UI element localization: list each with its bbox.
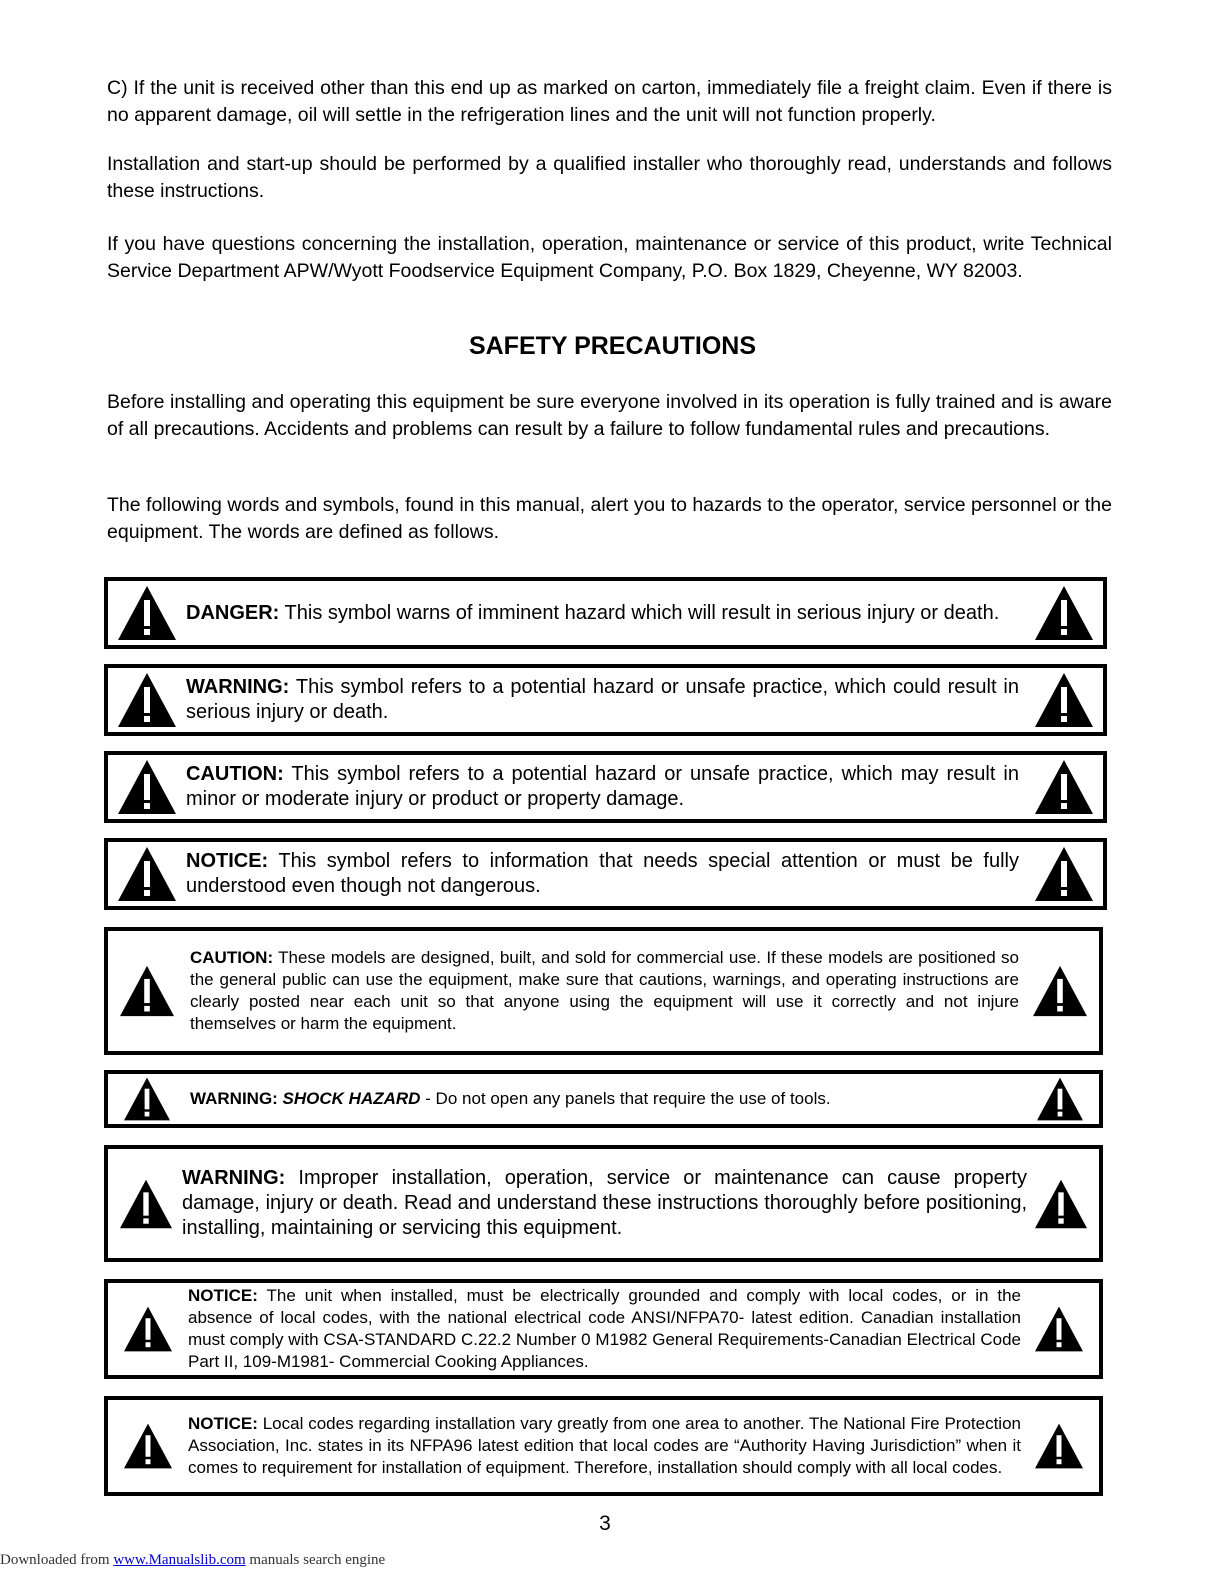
grounding-notice-description: The unit when installed, must be electrically grounded and comply with local codes, or in the absence of local codes, with the national electrical code ANSI/NFPA70- latest edition. Canadian installation must comply with CSA-STANDARD C.22.2 Number 0 M1982 General Requirements-Canadian Electrical Code Part II, 109-M1981- Commercial Cooking Appliances.: [188, 1286, 1021, 1371]
caution-commercial-label: CAUTION:: [190, 948, 274, 967]
warning-triangle-icon: [1033, 758, 1095, 816]
notice-label: NOTICE:: [186, 850, 269, 872]
danger-text: [178, 601, 1033, 626]
warning-label: WARNING:: [186, 676, 290, 698]
caution-text: [178, 762, 1033, 812]
caution-commercial-description: These models are designed, built, and sold for commercial use. If these models are positioned so the general public can use the equipment, make sure that cautions, warnings, and operating instructions are clearly posted near each unit so that anyone using the equipment will use it correctly and not injure themselves or harm the equipment.: [190, 948, 1019, 1033]
shock-hazard-text: [172, 1088, 1035, 1110]
warning-triangle-icon: [122, 1305, 174, 1353]
intro-paragraph-contact: If you have questions concerning the installation, operation, maintenance or service of this product, write Technical Service Department APW/Wyott Foodservice Equipment Company, P.O. Box 1829, Cheyenne, WY 82003.: [107, 233, 1112, 282]
warning-triangle-icon: [122, 1076, 172, 1122]
caution-box: [104, 751, 1107, 823]
warning-triangle-icon: [1033, 845, 1095, 903]
warning-text: [178, 675, 1033, 725]
warning-triangle-icon: [116, 845, 178, 903]
improper-installation-text: [174, 1166, 1033, 1241]
local-codes-notice-box: [104, 1396, 1103, 1496]
improper-installation-description: Improper installation, operation, service or maintenance can cause property damage, injury or death. Read and understand these instructions thoroughly before positioning, installing, maintaining or servicing this equipment.: [182, 1167, 1027, 1239]
danger-label: DANGER:: [186, 601, 280, 624]
page-number: 3: [599, 1512, 611, 1535]
warning-box: [104, 664, 1107, 736]
warning-triangle-icon: [118, 1178, 174, 1230]
shock-hazard-box: [104, 1070, 1103, 1128]
warning-triangle-icon: [118, 964, 176, 1018]
warning-triangle-icon: [116, 584, 178, 642]
local-codes-notice-text: [174, 1413, 1033, 1479]
safety-heading: SAFETY PRECAUTIONS: [468, 332, 757, 360]
grounding-notice-label: NOTICE:: [188, 1286, 258, 1305]
warning-triangle-icon: [1033, 1422, 1085, 1470]
intro-paragraph-installer: Installation and start-up should be performed by a qualified installer who thoroughly read, understands and follows these instructions.: [107, 153, 1112, 202]
shock-hazard-label: WARNING:: [190, 1089, 278, 1108]
warning-triangle-icon: [122, 1422, 174, 1470]
danger-box: [104, 577, 1107, 649]
grounding-notice-box: [104, 1279, 1103, 1379]
improper-installation-box: [104, 1145, 1103, 1262]
caution-label: CAUTION:: [186, 763, 284, 785]
manualslib-link[interactable]: www.Manualslib.com: [113, 1552, 246, 1568]
grounding-notice-text: [174, 1285, 1033, 1373]
footer-suffix: manuals search engine: [245, 1552, 386, 1568]
shock-hazard-description: - Do not open any panels that require the use of tools.: [420, 1089, 831, 1108]
warning-description: This symbol refers to a potential hazard or unsafe practice, which could result in serious injury or death.: [186, 676, 1019, 723]
safety-paragraph-definitions: The following words and symbols, found in this manual, alert you to hazards to the operator, service personnel or the equipment. The words are defined as follows.: [107, 494, 1112, 543]
warning-triangle-icon: [1031, 964, 1089, 1018]
notice-text: [178, 849, 1033, 899]
caution-description: This symbol refers to a potential hazard or unsafe practice, which may result in minor or moderate injury or product or property damage.: [186, 763, 1019, 810]
download-footer: [0, 1552, 385, 1569]
shock-hazard-emphasis: SHOCK HAZARD: [277, 1089, 421, 1108]
notice-description: This symbol refers to information that needs special attention or must be fully understood even though not dangerous.: [186, 850, 1019, 897]
warning-triangle-icon: [1033, 584, 1095, 642]
warning-triangle-icon: [1033, 671, 1095, 729]
warning-triangle-icon: [1033, 1305, 1085, 1353]
warning-triangle-icon: [1035, 1076, 1085, 1122]
warning-triangle-icon: [116, 758, 178, 816]
safety-paragraph-training: Before installing and operating this equipment be sure everyone involved in its operation is fully trained and is aware of all precautions. Accidents and problems can result by a failure to follow fundamental rules and precautions.: [107, 391, 1112, 440]
intro-paragraph-freight: C) If the unit is received other than this end up as marked on carton, immediately file a freight claim. Even if there is no apparent damage, oil will settle in the refrigeration lines and the unit will not function properly.: [107, 77, 1112, 126]
danger-description: This symbol warns of imminent hazard which will result in serious injury or death.: [279, 601, 1000, 624]
caution-commercial-text: [176, 947, 1031, 1035]
caution-commercial-box: [104, 927, 1103, 1055]
improper-installation-label: WARNING:: [182, 1167, 286, 1189]
warning-triangle-icon: [116, 671, 178, 729]
warning-triangle-icon: [1033, 1178, 1089, 1230]
notice-box: [104, 838, 1107, 910]
footer-prefix: Downloaded from: [0, 1552, 114, 1568]
local-codes-notice-description: Local codes regarding installation vary greatly from one area to another. The National Fire Protection Association, Inc. states in its NFPA96 latest edition that local codes are “Authority Having Jurisdiction” when it comes to requirement for installation of equipment. Therefore, installation should comply with all local codes.: [188, 1414, 1021, 1477]
local-codes-notice-label: NOTICE:: [188, 1414, 258, 1433]
